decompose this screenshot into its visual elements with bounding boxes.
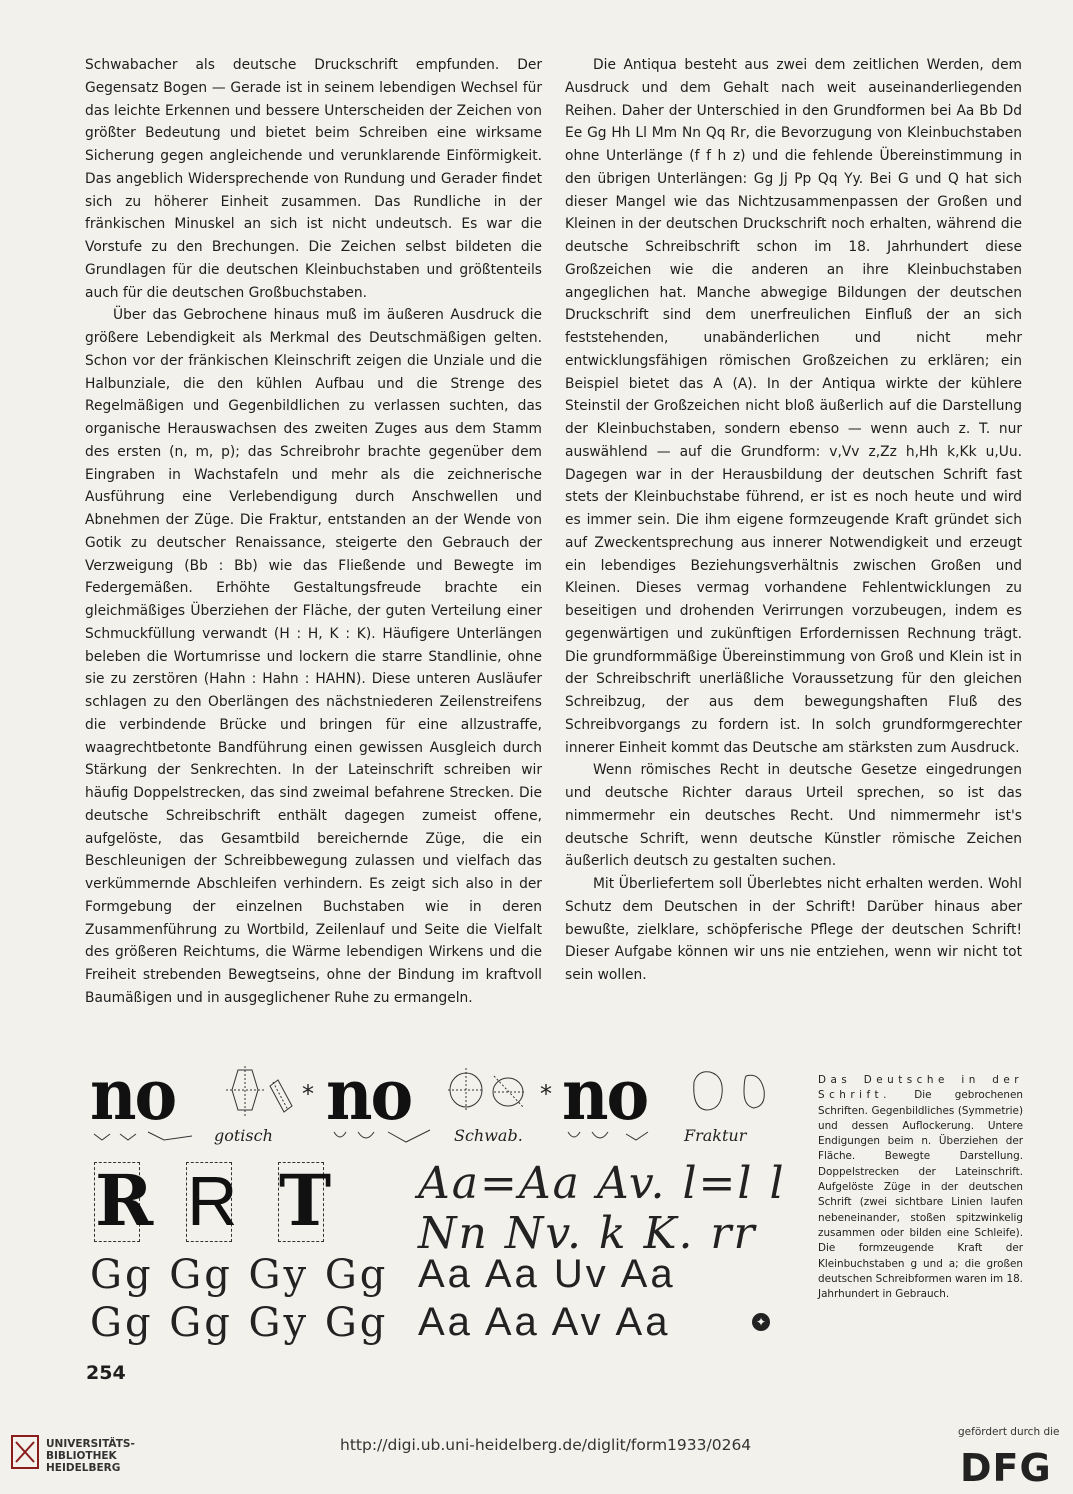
separator-star-2: *: [540, 1080, 552, 1108]
a-row-2: Aa Aa Av Aa: [418, 1300, 671, 1344]
no-schwab: no: [326, 1054, 412, 1137]
g-row-1: Gg Gg Gy Gg: [90, 1252, 389, 1298]
page-number: 254: [86, 1362, 126, 1384]
university-line-3: HEIDELBERG: [46, 1462, 121, 1474]
no-fraktur: no: [562, 1054, 648, 1137]
text-column-right: [565, 54, 1022, 987]
separator-star-1: *: [302, 1080, 314, 1108]
caption-title: Das Deutsche in der Schrift.: [818, 1074, 1023, 1102]
text-column-left: [85, 54, 542, 1010]
dfg-funding-label: gefördert durch die: [958, 1426, 1060, 1438]
label-schwab: Schwab.: [454, 1126, 523, 1145]
endings-fraktur: [566, 1126, 676, 1148]
cap-box-antiqua-r: R: [187, 1162, 238, 1240]
construction-diagram-gotisch: [226, 1066, 294, 1122]
g-row-2: Gg Gg Gy Gg: [90, 1300, 389, 1346]
university-name: [46, 1438, 135, 1474]
construction-diagram-fraktur: [688, 1066, 772, 1120]
source-url-link[interactable]: http://digi.ub.uni-heidelberg.de/diglit/form1933/0264: [340, 1436, 752, 1454]
caption-text: Die gebrochenen Schriften. Gegenbildliches (Symmetrie) und dessen Auflockerung. Untere Endigungen beim n. Überziehen der Fläche. Bewegte Darstellung. Doppelstrecken der Lateinschrift. Aufgelöste Züge in der deutschen Schrift (zwei sichtbare Linien laufen nebeneinander, stoßen spitzwinkelig zusammen oder bilden eine Schleife). Die formzeugende Kraft der Kleinbuchstaben g und a; die großen deutschen Schreibformen waren im 18. Jahrhundert in Gebrauch.: [818, 1089, 1023, 1301]
no-gotisch: no: [90, 1054, 176, 1137]
right-paragraph-3: Mit Überliefertem soll Überlebtes nicht erhalten werden. Wohl Schutz dem Deutschen in der Schrift! Darüber hinaus aber bewußte, zielklare, schöpferische Pflege der deutschen Schrift! Dieser Aufgabe können wir uns nie entziehen, wenn wir nicht tot sein wollen.: [565, 876, 1022, 983]
university-line-1: UNIVERSITÄTS-: [46, 1438, 135, 1450]
university-seal-icon: [10, 1432, 40, 1472]
left-paragraph-1: Schwabacher als deutsche Druckschrift empfunden. Der Gegensatz Bogen — Gerade ist in seinem lebendigen Wechsel für das leichte Erkennen und bessere Unterscheiden der Zeichen von größter Bedeutung und bietet beim Schreiben eine wirksame Sicherung gegen angleichende und verunklarende Einförmigkeit. Das angeblich Widersprechende von Rundung und Gerader findet sich zu höherer Einheit zusammen. Das Rundliche in der fränkischen Minuskel an sich ist nicht undeutsch. Es war die Vorstufe zu den Brechungen. Die Zeichen selbst bildeten die Grundlagen für die deutschen Kleinbuchstaben und größtenteils auch für die deutschen Großbuchstaben.: [85, 57, 542, 301]
figure-caption: [818, 1073, 1023, 1302]
digitization-footer: [0, 1420, 1073, 1494]
label-gotisch: gotisch: [214, 1126, 273, 1145]
endings-gotisch: [92, 1126, 202, 1148]
right-paragraph-1: Die Antiqua besteht aus zwei dem zeitlichen Werden, dem Ausdruck und dem Gehalt nach weit auseinanderliegenden Reihen. Daher der Unterschied in den Grundformen bei Aa Bb Dd Ee Gg Hh Ll Mm Nn Qq Rr, die Bevorzugung von Kleinbuchstaben ohne Unterlänge (f f h z) und die fehlende Übereinstimmung in den übrigen Unterlängen: Gg Jj Pp Qq Yy. Bei G und Q hat sich dieser Mangel wie das Nichtzusammenpassen der Großen und Kleinen in der deutschen Druckschrift noch erhalten, während die deutsche Schreibschrift schon im 18. Jahrhundert diese Großzeichen wie die anderen an ihre Kleinbuchstaben angeglichen hat. Manche abwegige Bildungen der deutschen Druckschrift sind dem unerfreulichen Einfluß der an sich feststehenden, unabänderlichen und nicht mehr entwicklungsfähigen römischen Großzeichen zu erklären; ein Beispiel bietet das A (A). In der Antiqua wirkte der kühlere Steinstil der Großzeichen nicht bloß äußerlich auf die Darstellung der Kleinbuchstaben, sondern ebenso — wenn auch z. T. nur auswählend — auf die Grundform: v,Vv z,Zz h,Hh k,Kk u,Uu. Dagegen war in der Herausbildung der deutschen Schrift fast stets der Kleinbuchstabe führend, er ist es noch heute und wird es immer sein. Die ihm eigene formzeugende Kraft gründet sich auf Zweckentsprechung aus innerer Notwendigkeit und erzeugt ein lebendiges Beziehungsverhältnis zwischen Großen und Kleinen. Dieses vermag vorhandene Fehlentwicklungen zu beseitigen und drohenden Verirrungen vorzubeugen, indem es gegenwärtigen und zukünftigen Erfordernissen Rechnung trägt. Die grundformmäßige Übereinstimmung von Groß und Klein ist in der Schreibschrift unerläßliche Voraussetzung für den gleichen Schreibzug, der aus dem bewegungshaften Fluß des Schreibvorgangs zu fordern ist. In solch grundformgerechter innerer Einheit kommt das Deutsche am stärksten zum Ausdruck.: [565, 57, 1022, 756]
label-fraktur: Fraktur: [684, 1126, 747, 1145]
right-paragraph-2: Wenn römisches Recht in deutsche Gesetze eingedrungen und deutsche Richter daraus Urteil sprechen, so ist das nimmermehr ein deutsches Recht. Und nimmermehr ist's deutsche Schrift, wenn deutsche Künstler römische Zeichen äußerlich deutsch zu gestalten suchen.: [565, 762, 1022, 870]
endings-schwab: [332, 1126, 442, 1148]
printer-mark-icon: ✦: [752, 1313, 770, 1331]
cursive-row-1: Aa=Aa Av. l=l l: [418, 1158, 786, 1209]
university-line-2: BIBLIOTHEK: [46, 1450, 117, 1462]
construction-diagram-schwab: [446, 1066, 532, 1120]
left-paragraph-2: Über das Gebrochene hinaus muß im äußeren Ausdruck die größere Lebendigkeit als Merkmal des Deutschmäßigen gelten. Schon vor der fränkischen Kleinschrift zeigen die Unziale und die Halbunziale, die den kühlen Aufbau und die Strenge des Regelmäßigen und Gegenbildlichen zu verlassen suchten, das organische Herauswachsen des zweiten Zuges aus dem Stamm des ersten (n, m, p); das Schreibrohr brachte gegenüber dem Eingraben in Wachstafeln und mehr als die zeichnerische Ausführung eine Verlebendigung durch Anschwellen und Abnehmen der Züge. Die Fraktur, entstanden an der Wende von Gotik zu deutscher Renaissance, steigerte den Gebrauch der Verzweigung (Bb : Bb) wie das Fließende und Bewegte im Federgemäßen. Erhöhte Gestaltungsfreude brachte ein gleichmäßiges Überziehen der Fläche, der guten Verteilung einer Schmuckfüllung verwandt (H : H, K : K). Häufigere Unterlängen beleben die Wortumrisse und lockern die starre Standlinie, ohne sie zu zerstören (Hahn : Hahn : HAHN). Diese unteren Ausläufer schlagen zu den Oberlängen des nächstniederen Zeilenstreifens die verbindende Brücke und bringen für eine allzustraffe, waagrechtbetonte Bandführung einen gewissen Ausgleich durch Stärkung der Senkrechten. In der Lateinschrift schreiben wir häufig Doppelstrecken, das sind zweimal befahrene Strecken. Die deutsche Schreibschrift enthält dagegen zumeist offene, aufgelöste, das Gesamtbild bereichernde Züge, die ein Beschleunigen der Schreibbewegung zulassen und vielfach das verkümmernde Abschleifen verhindern. Es zeigt sich also in der Formgebung der einzelnen Buchstaben wie in deren Zusammenführung zu Wortbild, Zeilenlauf und Seite die Vielfalt des größeren Reichtums, die Wärme lebendigen Wirkens und die Freiheit strebenden Bewegtseins, ohne der Bindung im kraftvoll Baumäßigen und in ausgeglichener Ruhe zu ermangeln.: [85, 307, 542, 1006]
a-row-1: Aa Aa Uv Aa: [418, 1252, 676, 1296]
cap-box-fraktur-r: R: [95, 1159, 154, 1242]
script-comparison-figure: [86, 1054, 806, 1352]
cap-box-fraktur-t: T: [279, 1159, 332, 1242]
cursive-row-2: Nn Nv. k K. rr: [418, 1208, 757, 1259]
dfg-logo: DFG: [960, 1446, 1052, 1490]
